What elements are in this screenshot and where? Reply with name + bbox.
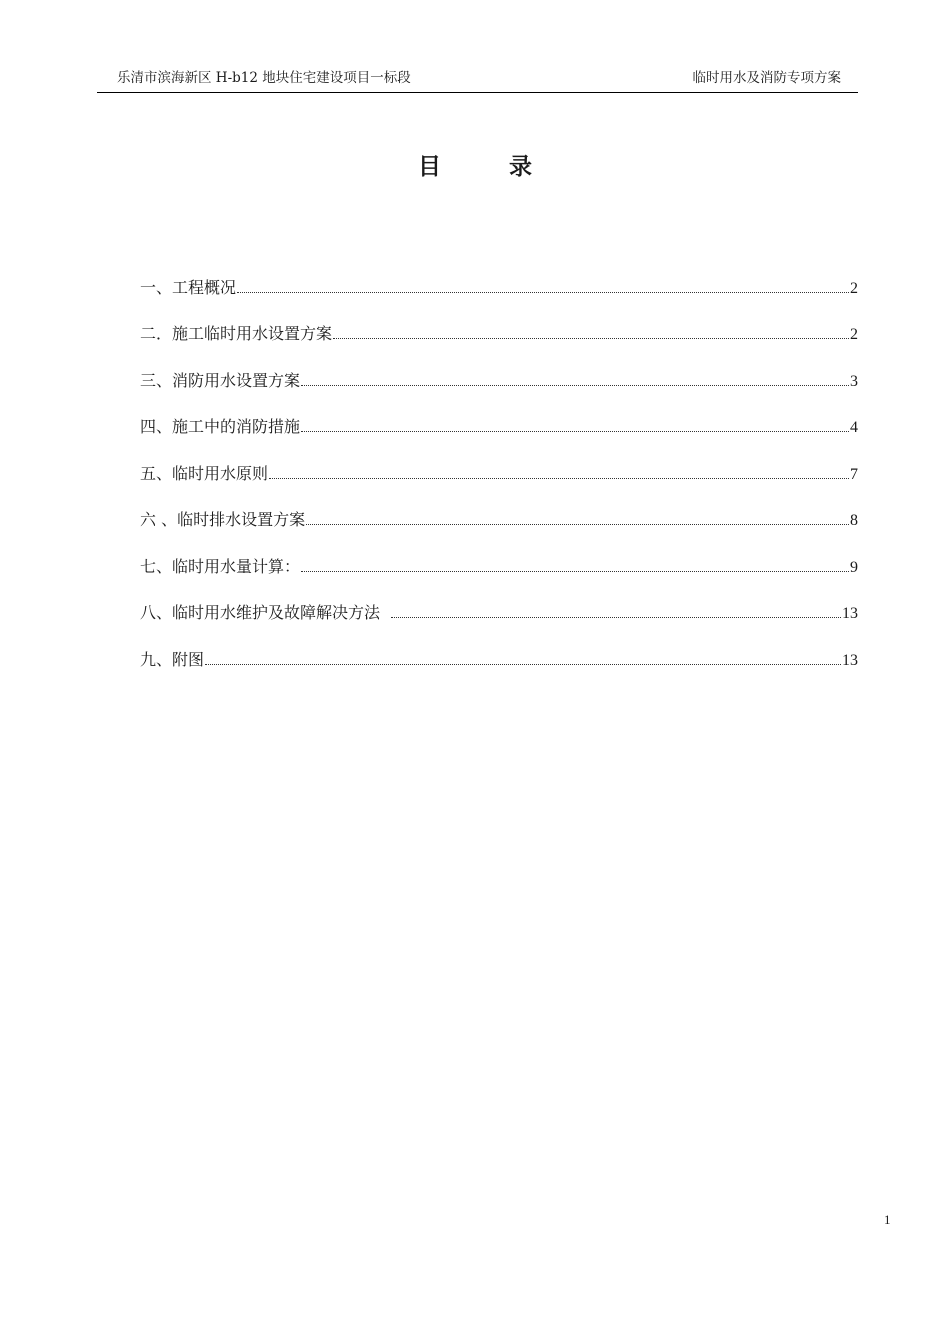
toc-entry-label: 七、临时用水量计算： — [140, 556, 301, 576]
toc-entry-page: 7 — [850, 465, 858, 483]
toc-leader-dots — [301, 430, 849, 432]
toc-entry-page: 2 — [850, 326, 858, 343]
toc-entry[interactable] — [140, 344, 858, 391]
title-char-2: 录 — [509, 154, 532, 180]
toc-entry[interactable] — [140, 437, 858, 484]
toc-entry-label: 五、临时用水原则 — [140, 463, 269, 483]
toc-entry[interactable] — [140, 623, 858, 670]
toc-entry-page: 4 — [850, 419, 858, 436]
toc-entry-label: 二．施工临时用水设置方案 — [140, 324, 333, 343]
toc-entry-label: 一、工程概况 — [140, 277, 237, 297]
toc-entry-page: 13 — [842, 605, 858, 622]
toc-leader-dots — [301, 570, 849, 572]
toc-entry-page: 8 — [850, 512, 858, 529]
toc-entry-label: 六 、临时排水设置方案 — [140, 510, 306, 529]
toc-leader-dots — [301, 384, 849, 386]
toc-leader-dots — [333, 337, 849, 339]
page-title — [0, 148, 950, 181]
toc-entry[interactable] — [140, 298, 858, 345]
toc-entry-label: 四、施工中的消防措施 — [140, 417, 301, 436]
toc-leader-dots — [237, 291, 849, 293]
toc-entry-label: 三、消防用水设置方案 — [140, 370, 301, 390]
toc-entry-label: 九、附图 — [140, 649, 205, 669]
page-header — [97, 58, 858, 93]
header-project-name: 乐清市滨海新区 H-b12 地块住宅建设项目一标段 — [117, 70, 411, 86]
toc-leader-dots — [269, 477, 849, 479]
page-number: 1 — [884, 1212, 891, 1227]
toc-entry[interactable] — [140, 251, 858, 298]
toc-entry-label: 八、临时用水维护及故障解决方法 — [140, 603, 381, 622]
toc-entry-page: 9 — [850, 558, 858, 576]
toc-entry[interactable] — [140, 577, 858, 624]
toc-entry[interactable] — [140, 530, 858, 577]
toc-entry-page: 3 — [850, 372, 858, 390]
toc-leader-dots — [205, 663, 841, 665]
toc-entry[interactable] — [140, 484, 858, 531]
table-of-contents — [140, 251, 858, 670]
header-document-name: 临时用水及消防专项方案 — [692, 70, 841, 86]
toc-entry-page: 13 — [842, 651, 858, 669]
toc-entry[interactable] — [140, 391, 858, 438]
toc-leader-dots — [306, 523, 849, 525]
toc-entry-page: 2 — [850, 279, 858, 297]
toc-leader-dots — [391, 616, 841, 618]
title-char-1: 目 — [418, 154, 441, 180]
